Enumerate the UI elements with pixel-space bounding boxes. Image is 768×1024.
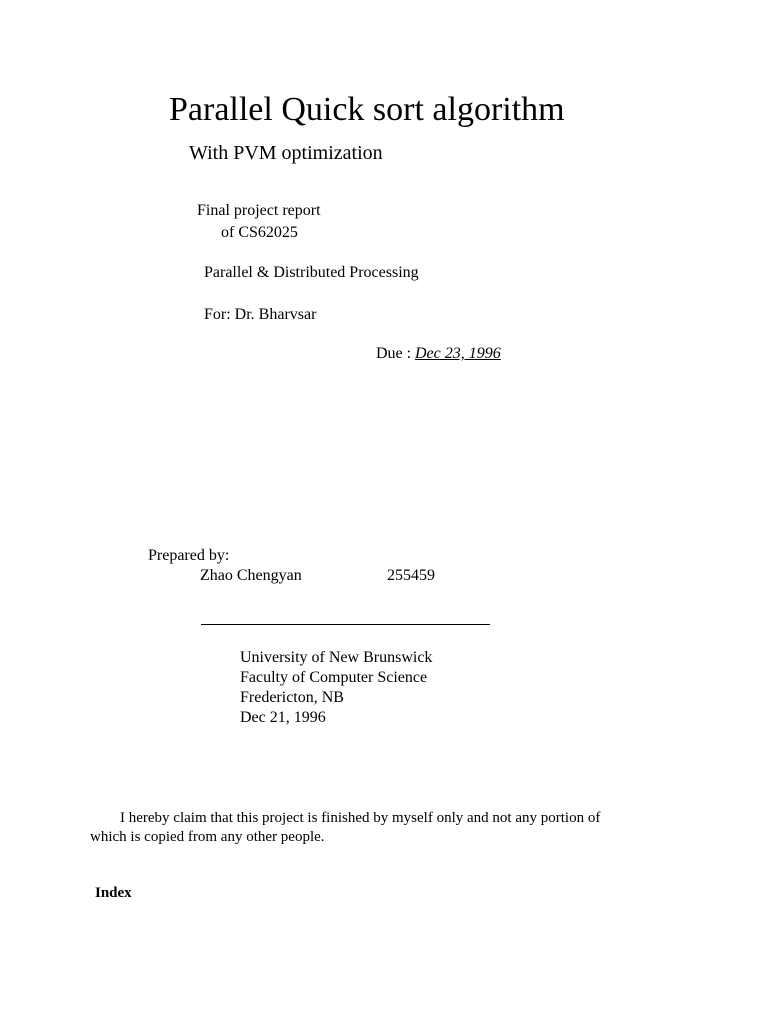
due-date: Dec 23, 1996 bbox=[415, 345, 501, 362]
due-label: Due : bbox=[376, 345, 412, 362]
author-name: Zhao Chengyan bbox=[200, 567, 302, 584]
report-type-line: Final project report bbox=[197, 202, 321, 219]
instructor-line: For: Dr. Bharvsar bbox=[204, 306, 317, 323]
document-title: Parallel Quick sort algorithm bbox=[169, 91, 565, 128]
prepared-by-label: Prepared by: bbox=[148, 547, 230, 564]
document-date: Dec 21, 1996 bbox=[240, 709, 326, 726]
city-line: Fredericton, NB bbox=[240, 689, 344, 706]
course-name: Parallel & Distributed Processing bbox=[204, 264, 419, 281]
author-student-id: 255459 bbox=[387, 567, 435, 584]
index-heading: Index bbox=[95, 885, 132, 901]
university-name: University of New Brunswick bbox=[240, 649, 433, 666]
faculty-name: Faculty of Computer Science bbox=[240, 669, 428, 686]
separator-line bbox=[201, 624, 490, 625]
document-subtitle: With PVM optimization bbox=[189, 142, 383, 164]
course-code-line: of CS62025 bbox=[221, 224, 298, 241]
claim-statement-line-1: I hereby claim that this project is finished by myself only and not any portion of bbox=[120, 810, 601, 826]
claim-statement-line-2: which is copied from any other people. bbox=[90, 829, 325, 845]
